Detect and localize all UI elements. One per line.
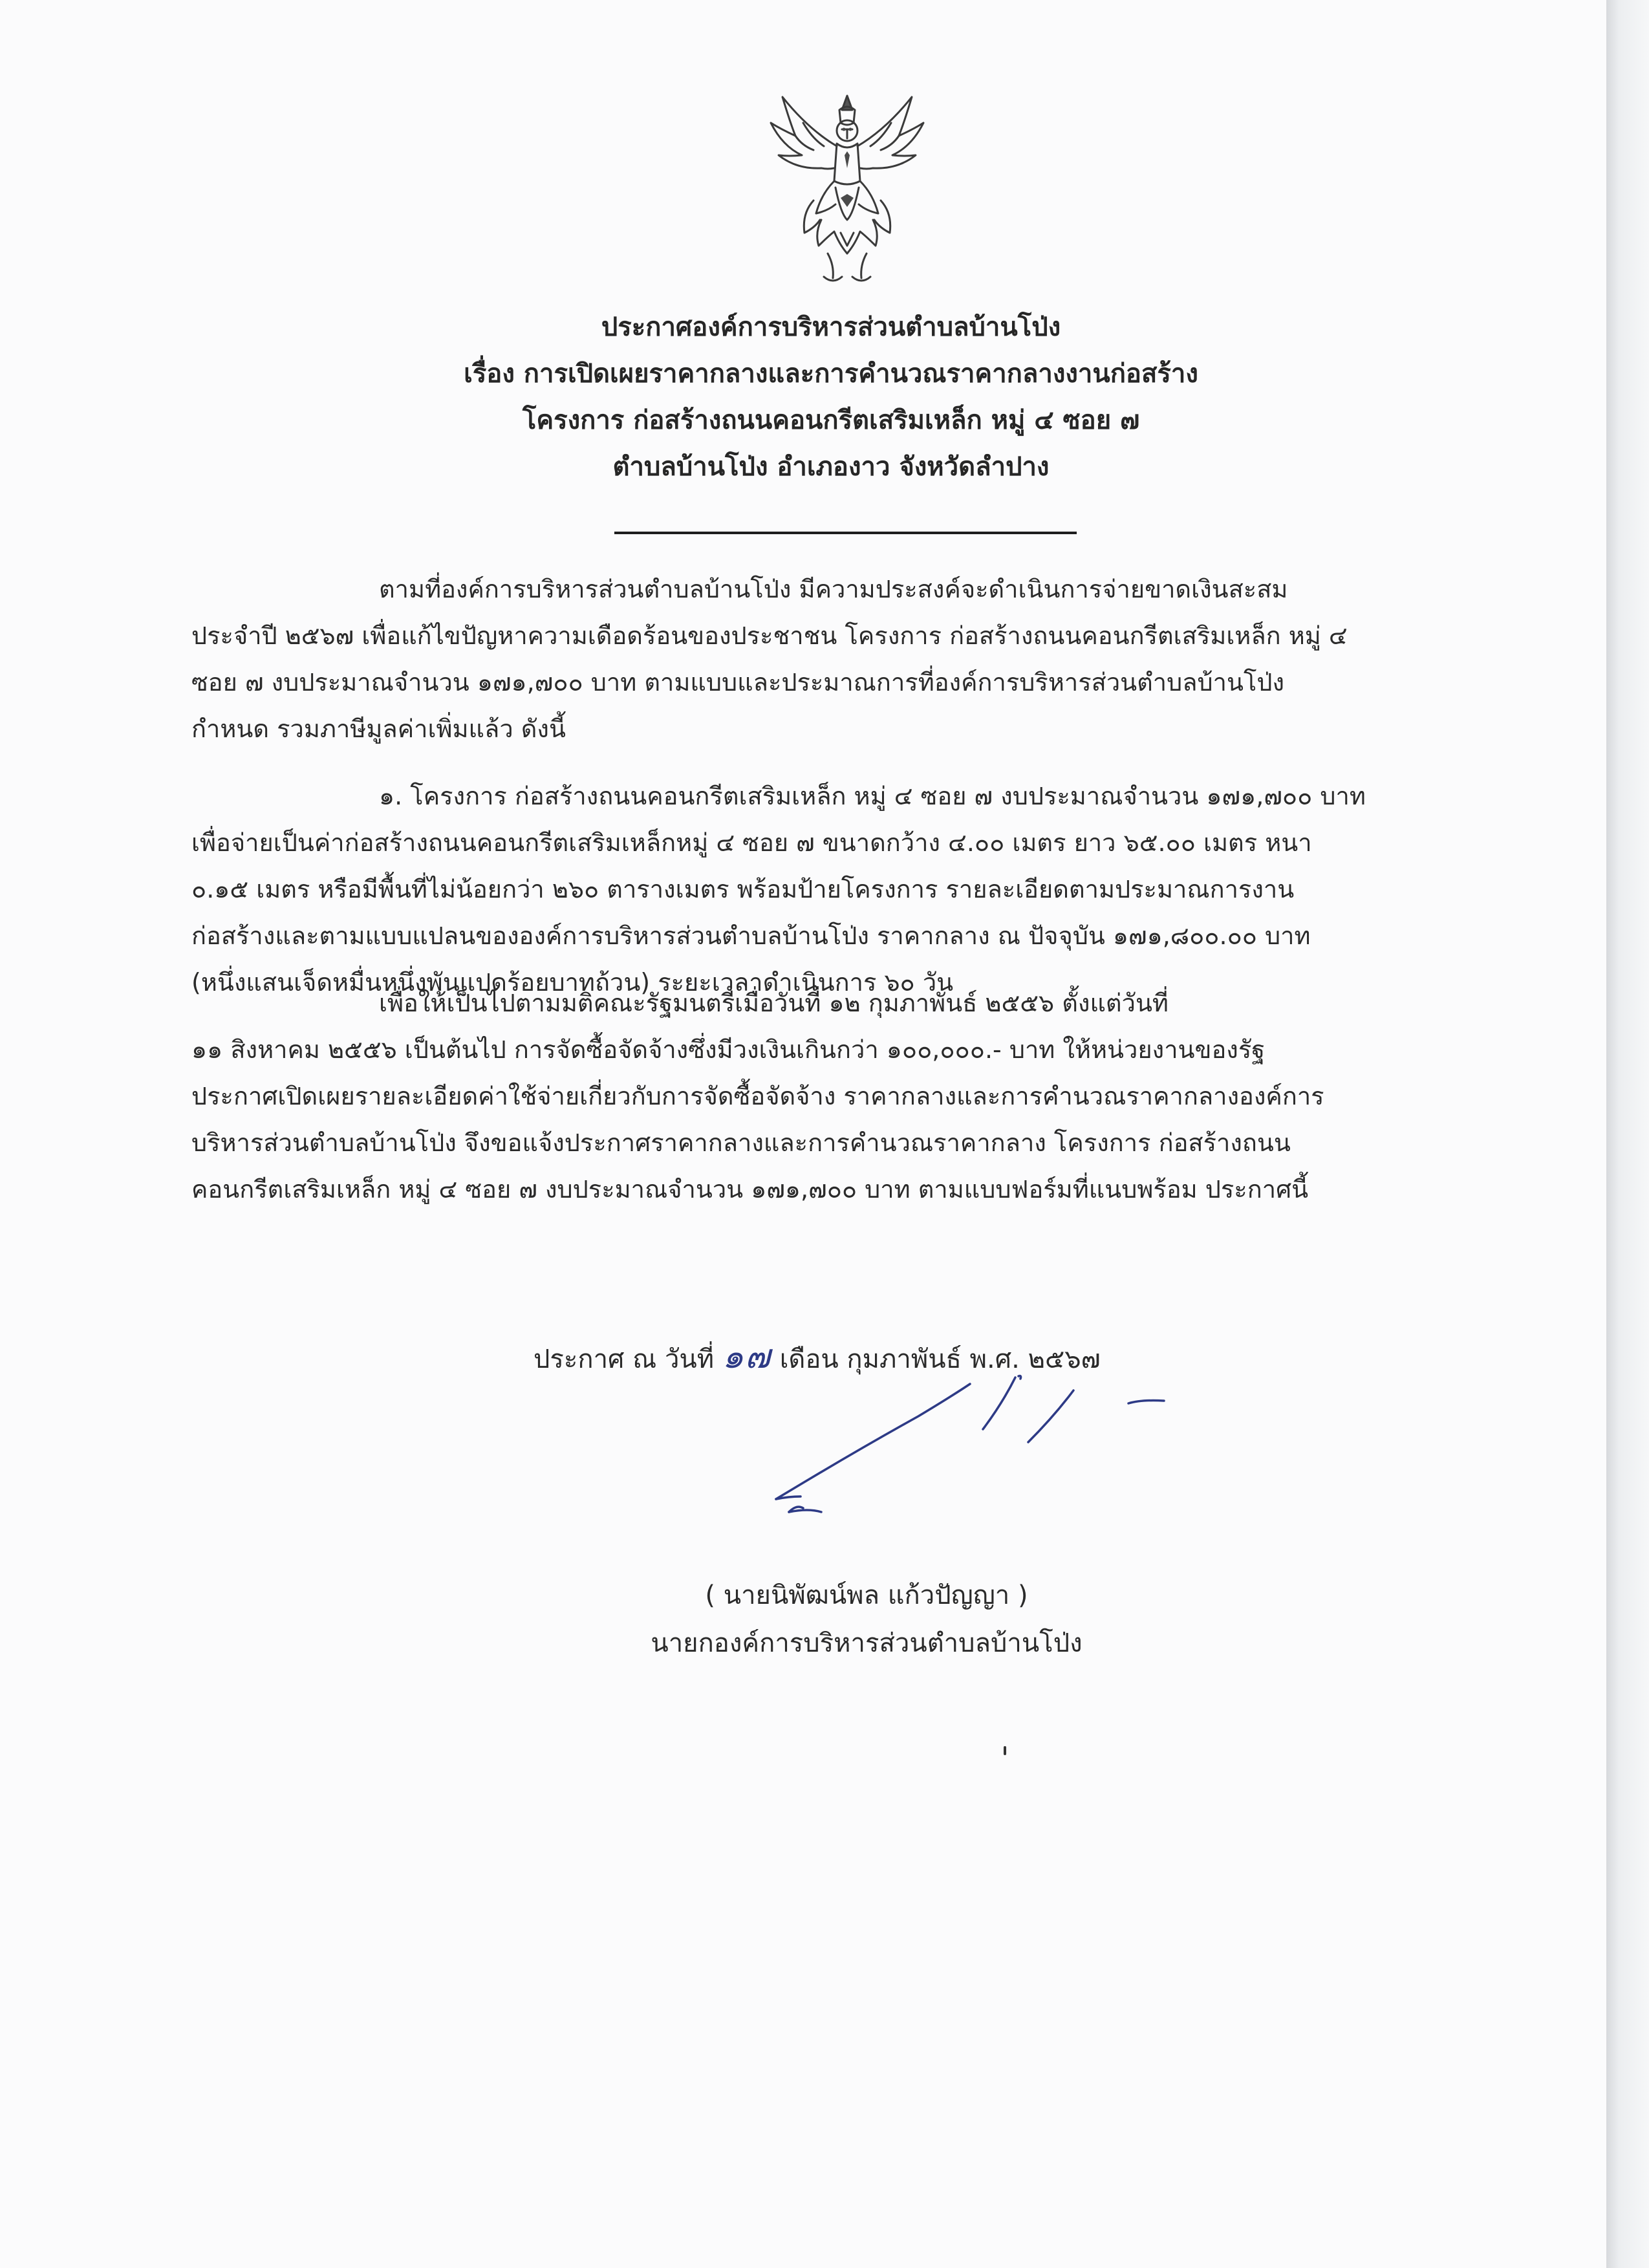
paragraph-line: ประจำปี ๒๕๖๗ เพื่อแก้ไขปัญหาความเดือดร้อนของประชาชน โครงการ ก่อสร้างถนนคอนกรีตเสริมเหล็ก หมู่ ๔ — [191, 621, 1348, 650]
header-location: ตำบลบ้านโป่ง อำเภองาว จังหวัดลำปาง — [612, 452, 1050, 482]
document-header — [233, 304, 1429, 490]
paragraph-line: บริหารส่วนตำบลบ้านโป่ง จึงขอแจ้งประกาศราคากลางและการคำนวณราคากลาง โครงการ ก่อสร้างถนน — [191, 1129, 1291, 1157]
paragraph-intro — [191, 566, 1446, 752]
announcement-month-label: เดือน กุมภาพันธ์ พ.ศ. — [779, 1345, 1020, 1374]
paragraph-line: ซอย ๗ งบประมาณจำนวน ๑๗๑,๗๐๐ บาท ตามแบบและประมาณการที่องค์การบริหารส่วนตำบลบ้านโป่ง — [191, 668, 1285, 697]
page-edge-shadow — [1606, 0, 1649, 2268]
header-project: โครงการ ก่อสร้างถนนคอนกรีตเสริมเหล็ก หมู่ ๔ ซอย ๗ — [522, 405, 1140, 435]
garuda-emblem — [757, 84, 938, 297]
announcement-year: ๒๕๖๗ — [1028, 1345, 1101, 1374]
signer-position: นายกองค์การบริหารส่วนตำบลบ้านโป่ง — [651, 1628, 1083, 1658]
paragraph-resolution — [191, 980, 1446, 1213]
paragraph-line: เพื่อจ่ายเป็นค่าก่อสร้างถนนคอนกรีตเสริมเหล็กหมู่ ๔ ซอย ๗ ขนาดกว้าง ๔.๐๐ เมตร ยาว ๖๕.๐๐ เมตร หนา — [191, 828, 1312, 857]
paragraph-line: (หนึ่งแสนเจ็ดหมื่นหนึ่งพันแปดร้อยบาทถ้วน) ระยะเวลาดำเนินการ ๖๐ วัน — [191, 968, 954, 997]
paragraph-line: ๑. โครงการ ก่อสร้างถนนคอนกรีตเสริมเหล็ก หมู่ ๔ ซอย ๗ งบประมาณจำนวน ๑๗๑,๗๐๐ บาท — [379, 782, 1366, 810]
paragraph-project-detail — [191, 773, 1446, 1006]
paragraph-line: ก่อสร้างและตามแบบแปลนขององค์การบริหารส่วนตำบลบ้านโป่ง ราคากลาง ณ ปัจจุบัน ๑๗๑,๘๐๐.๐๐ บาท — [191, 922, 1311, 950]
paragraph-line: เพื่อให้เป็นไปตามมติคณะรัฐมนตรีเมื่อวันที่ ๑๒ กุมภาพันธ์ ๒๕๕๖ ตั้งแต่วันที่ — [379, 989, 1169, 1017]
announcement-prefix: ประกาศ ณ วันที่ — [534, 1345, 715, 1374]
stray-ink-mark — [1004, 1746, 1006, 1755]
handwritten-signature — [757, 1358, 1183, 1526]
paragraph-line: กำหนด รวมภาษีมูลค่าเพิ่มแล้ว ดังนี้ — [191, 715, 566, 743]
paragraph-line: คอนกรีตเสริมเหล็ก หมู่ ๔ ซอย ๗ งบประมาณจำนวน ๑๗๑,๗๐๐ บาท ตามแบบฟอร์มที่แนบพร้อม ประกาศนี้ — [191, 1175, 1309, 1204]
announcement-day-handwritten: ๑๗ — [722, 1337, 771, 1376]
header-title: ประกาศองค์การบริหารส่วนตำบลบ้านโป่ง — [601, 312, 1061, 342]
signer-name: ( นายนิพัฒน์พล แก้วปัญญา ) — [705, 1581, 1028, 1610]
header-subject: เรื่อง การเปิดเผยราคากลางและการคำนวณราคากลางงานก่อสร้าง — [464, 359, 1198, 389]
header-divider — [614, 532, 1077, 534]
signer-block — [621, 1571, 1112, 1667]
paragraph-line: ประกาศเปิดเผยรายละเอียดค่าใช้จ่ายเกี่ยวกับการจัดซื้อจัดจ้าง ราคากลางและการคำนวณราคากลางองค์การ — [191, 1082, 1324, 1110]
paragraph-line: ๐.๑๕ เมตร หรือมีพื้นที่ไม่น้อยกว่า ๒๖๐ ตารางเมตร พร้อมป้ายโครงการ รายละเอียดตามประมาณการงาน — [191, 875, 1295, 903]
paragraph-line: ๑๑ สิงหาคม ๒๕๕๖ เป็นต้นไป การจัดซื้อจัดจ้างซึ่งมีวงเงินเกินกว่า ๑๐๐,๐๐๐.- บาท ให้หน่วยงานของรัฐ — [191, 1035, 1266, 1064]
paragraph-line: ตามที่องค์การบริหารส่วนตำบลบ้านโป่ง มีความประสงค์จะดำเนินการจ่ายขาดเงินสะสม — [379, 575, 1288, 603]
